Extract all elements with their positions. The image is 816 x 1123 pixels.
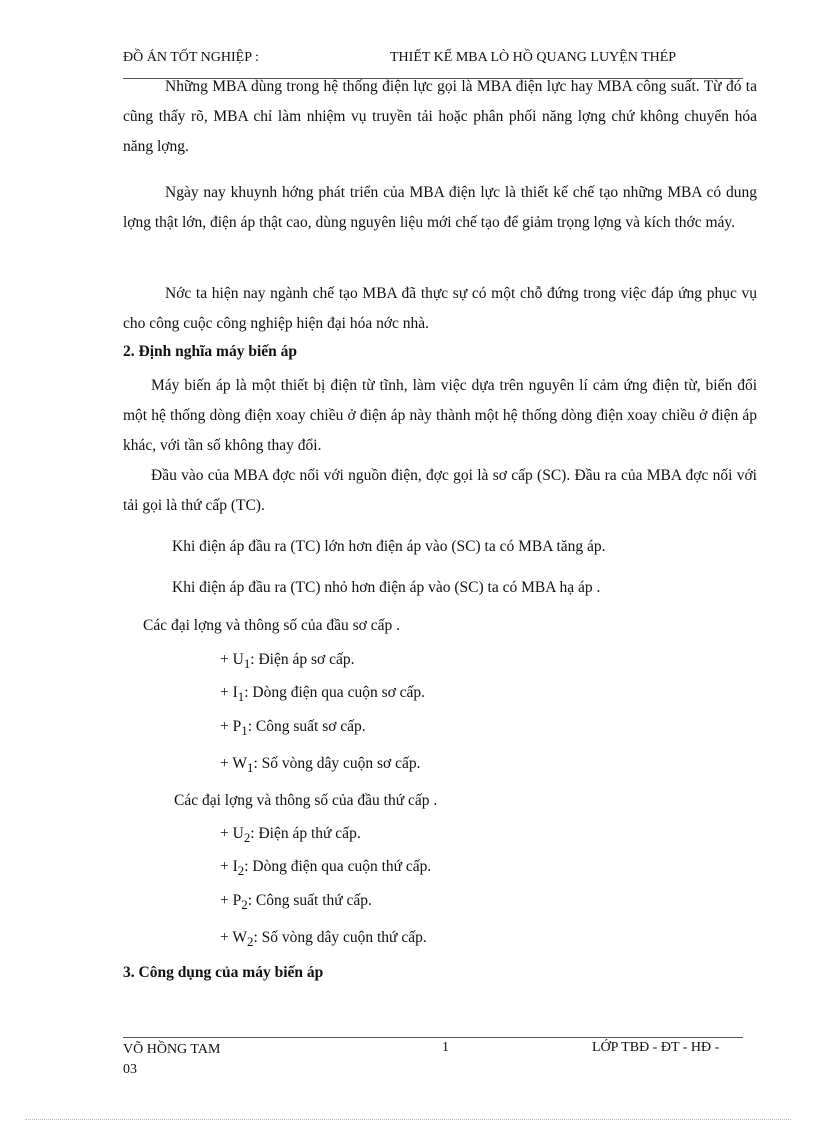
param-subscript: 2 xyxy=(243,830,251,846)
footer-class: LỚP TBĐ - ĐT - HĐ - xyxy=(592,1040,720,1055)
param-subscript: 2 xyxy=(241,897,248,913)
secondary-params-title: Các đại lợng và thông số của đầu thứ cấp . xyxy=(174,792,438,809)
section-2-heading: 2. Định nghĩa máy biến áp xyxy=(123,343,297,360)
step-up-line: Khi điện áp đầu ra (TC) lớn hơn điện áp vào (SC) ta có MBA tăng áp. xyxy=(172,538,606,555)
param-subscript: 1 xyxy=(243,656,251,672)
header-left: ĐỒ ÁN TỐT NGHIỆP : xyxy=(123,50,259,65)
paragraph-2-text: Ngày nay khuynh hớng phát triển của MBA điện lực là thiết kế chế tạo những MBA có dung lợng thật lớn, điện áp thật cao, dùng nguyên liệu mới chế tạo để giảm trọng lợng và kích thớc máy. xyxy=(123,184,757,231)
paragraph-3-text: Nớc ta hiện nay ngành chế tạo MBA đã thực sự có một chỗ đứng trong việc đáp ứng phục vụ cho công cuộc công nghiệp hiện đại hóa nớc nhà. xyxy=(123,285,757,332)
param-symbol: U xyxy=(232,825,244,842)
param-symbol: U xyxy=(232,651,244,668)
primary-item: + $I_1$: Dòng điện qua cuộn sơ cấp. xyxy=(220,684,426,705)
primary-params-title: Các đại lợng và thông số của đầu sơ cấp . xyxy=(143,617,401,634)
param-text: : Điện áp sơ cấp. xyxy=(250,651,355,668)
paragraph-2 xyxy=(123,178,757,238)
page-number: 1 xyxy=(442,1040,449,1055)
section-3-heading: 3. Công dụng của máy biến áp xyxy=(123,964,324,981)
param-symbol: W xyxy=(232,929,247,946)
paragraph-1 xyxy=(123,72,757,162)
param-text: : Dòng điện qua cuộn thứ cấp. xyxy=(244,858,432,875)
footer-author xyxy=(123,1040,220,1080)
definition-paragraph xyxy=(123,371,757,461)
footer-author-name: VÕ HỒNG TAM xyxy=(123,1042,221,1057)
primary-item: + $U_1$: Điện áp sơ cấp. xyxy=(220,651,355,672)
param-symbol: P xyxy=(232,892,242,909)
io-text: Đầu vào của MBA đợc nối với nguồn điện, đợc gọi là sơ cấp (SC). Đầu ra của MBA đợc nối với tải gọi là thứ cấp (TC). xyxy=(123,467,757,514)
param-symbol: W xyxy=(232,755,247,772)
secondary-item: + $P_2$: Công suất thứ cấp. xyxy=(220,892,372,913)
primary-item: + $W_1$: Số vòng dây cuộn sơ cấp. xyxy=(220,755,421,776)
param-text: : Số vòng dây cuộn thứ cấp. xyxy=(253,929,427,946)
secondary-item: + $I_2$: Dòng điện qua cuộn thứ cấp. xyxy=(220,858,432,879)
paragraph-3 xyxy=(123,279,757,339)
param-text: : Công suất sơ cấp. xyxy=(247,718,366,735)
header-title: THIẾT KẾ MBA LÒ HỒ QUANG LUYỆN THÉP xyxy=(390,50,677,65)
param-text: : Dòng điện qua cuộn sơ cấp. xyxy=(244,684,426,701)
param-subscript: 1 xyxy=(241,723,248,739)
secondary-item: + $W_2$: Số vòng dây cuộn thứ cấp. xyxy=(220,929,427,950)
param-text: : Số vòng dây cuộn sơ cấp. xyxy=(253,755,421,772)
footer-author-suffix: 03 xyxy=(123,1062,137,1077)
io-paragraph xyxy=(123,461,757,521)
paragraph-1-text: Những MBA dùng trong hệ thống điện lực gọi là MBA điện lực hay MBA công suất. Từ đó ta cũng thấy rõ, MBA chỉ làm nhiệm vụ truyền tải hoặc phân phối năng lợng chứ không chuyển hóa năng lợng. xyxy=(123,78,757,155)
page-bottom-border xyxy=(25,1119,791,1120)
param-symbol: P xyxy=(232,718,242,735)
param-subscript: 2 xyxy=(237,863,245,879)
footer-rule xyxy=(123,1037,743,1038)
secondary-item: + $U_2$: Điện áp thứ cấp. xyxy=(220,825,361,846)
param-subscript: 1 xyxy=(246,760,254,776)
param-subscript: 2 xyxy=(246,934,254,950)
param-subscript: 1 xyxy=(237,689,245,705)
param-symbol: I xyxy=(232,858,238,875)
primary-item: + $P_1$: Công suất sơ cấp. xyxy=(220,718,366,739)
param-text: : Công suất thứ cấp. xyxy=(247,892,372,909)
step-down-line: Khi điện áp đầu ra (TC) nhỏ hơn điện áp vào (SC) ta có MBA hạ áp . xyxy=(172,579,601,596)
param-text: : Điện áp thứ cấp. xyxy=(250,825,361,842)
definition-text: Máy biến áp là một thiết bị điện từ tĩnh, làm việc dựa trên nguyên lí cảm ứng điện từ, biến đổi một hệ thống dòng điện xoay chiều ở điện áp này thành một hệ thống dòng điện xoay chiều ở điện áp khác, với tần số không thay đổi. xyxy=(123,377,757,454)
param-symbol: I xyxy=(232,684,238,701)
